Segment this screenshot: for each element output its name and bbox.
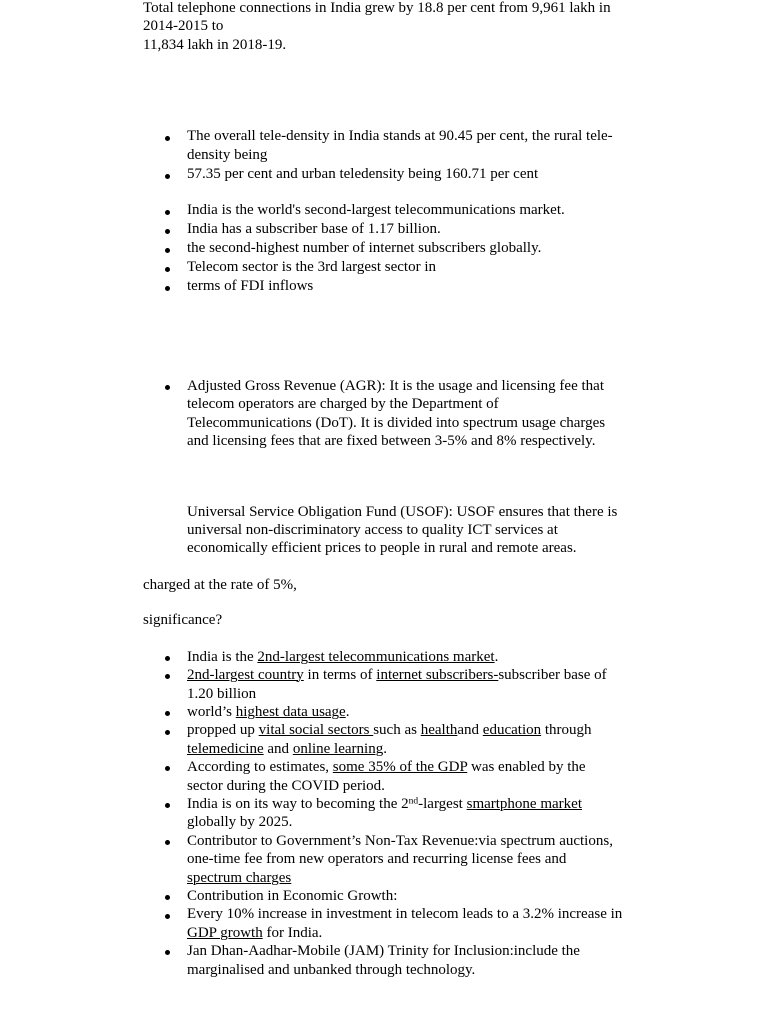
significance-item (187, 648, 623, 666)
significance-item (187, 703, 623, 721)
significance-item (187, 905, 623, 942)
item-text: in terms of (303, 667, 377, 684)
significance-item (187, 666, 623, 703)
link-gdp-growth[interactable]: GDP growth (187, 924, 263, 941)
item-text: Contributor to Government’s Non-Tax Revenue:via spectrum auctions, one-time fee from new operators and recurring license fees and (187, 832, 613, 868)
item-text: . (383, 740, 387, 757)
item-text: . (345, 703, 350, 720)
item-text: -largest (418, 795, 467, 812)
item-text: for India. (262, 924, 323, 941)
market-list (187, 201, 623, 296)
link-35-percent-gdp[interactable]: some 35% of the GDP (332, 759, 468, 776)
link-telemedicine[interactable]: telemedicine (187, 740, 264, 757)
item-text: India is the (187, 648, 258, 665)
teledensity-item: The overall tele-density in India stands at 90.45 per cent, the rural tele-density being (187, 127, 623, 165)
significance-item (187, 795, 623, 832)
item-text: Contribution in Economic Growth: (187, 887, 398, 904)
item-text: Every 10% increase in investment in telecom leads to a 3.2% increase in (187, 906, 623, 923)
significance-item (187, 832, 623, 887)
market-item: India has a subscriber base of 1.17 billion. (187, 220, 623, 239)
link-highest-data-usage[interactable]: highest data usage (235, 703, 346, 720)
market-item: terms of FDI inflows (187, 277, 623, 296)
significance-heading: significance? (143, 611, 223, 628)
link-education[interactable]: education (482, 722, 542, 739)
item-text: India is on its way to becoming the 2 (187, 795, 409, 812)
item-text: and (457, 722, 483, 739)
link-2nd-largest-telecom-market[interactable]: 2nd-largest telecommunications market (257, 648, 495, 665)
item-text: world’s (187, 703, 236, 720)
teledensity-item: 57.35 per cent and urban teledensity being 160.71 per cent (187, 165, 623, 184)
item-text: such as (373, 722, 421, 739)
item-text: Jan Dhan-Aadhar-Mobile (JAM) Trinity for Inclusion:include the marginalised and unbanked through technology. (187, 943, 580, 978)
significance-item (187, 887, 623, 905)
market-item: the second-highest number of internet subscribers globally. (187, 239, 623, 258)
item-text: through (541, 722, 592, 739)
intro-line: 11,834 lakh in 2018-19. (143, 36, 287, 53)
link-health[interactable]: health (420, 722, 458, 739)
ordinal-superscript: nd (408, 796, 419, 807)
charged-note: charged at the rate of 5%, (143, 576, 297, 593)
item-text: According to estimates, (187, 759, 333, 776)
usof-paragraph: Universal Service Obligation Fund (USOF): USOF ensures that there is universal non-discriminatory access to quality ICT services at economically efficient prices to people in rural and remote areas. (187, 503, 618, 557)
item-text: was enabled by the sector during the COVID period. (187, 759, 586, 794)
significance-item (187, 758, 623, 795)
agr-item: Adjusted Gross Revenue (AGR): It is the usage and licensing fee that telecom operators are charged by the Department of Telecommunications (DoT). It is divided into spectrum usage charges and licensing fees that are fixed between 3-5% and 8% respectively. (187, 377, 623, 451)
link-internet-subscribers[interactable]: internet subscribers- (376, 667, 499, 684)
item-text: . (494, 648, 499, 665)
intro-paragraph (143, 0, 623, 54)
agr-list (187, 377, 623, 451)
link-2nd-largest-country[interactable]: 2nd-largest country (187, 667, 304, 684)
item-text: globally by 2025. (187, 814, 293, 831)
item-text: propped up (187, 722, 259, 739)
link-online-learning[interactable]: online learning (292, 740, 384, 757)
significance-item (187, 942, 623, 979)
market-item: Telecom sector is the 3rd largest sector in (187, 258, 623, 277)
link-vital-social-sectors[interactable]: vital social sectors (258, 722, 374, 739)
market-item: India is the world's second-largest telecommunications market. (187, 201, 623, 220)
link-spectrum-charges[interactable]: spectrum charges (187, 869, 292, 886)
teledensity-list (187, 127, 623, 184)
item-text: subscriber base of 1.20 billion (187, 667, 607, 702)
significance-item (187, 721, 623, 758)
item-text: and (263, 740, 293, 757)
intro-line: Total telephone connections in India grew by 18.8 per cent from 9,961 lakh in 2014-2015 to (143, 0, 611, 34)
link-smartphone-market[interactable]: smartphone market (466, 795, 582, 812)
significance-list (187, 648, 623, 979)
